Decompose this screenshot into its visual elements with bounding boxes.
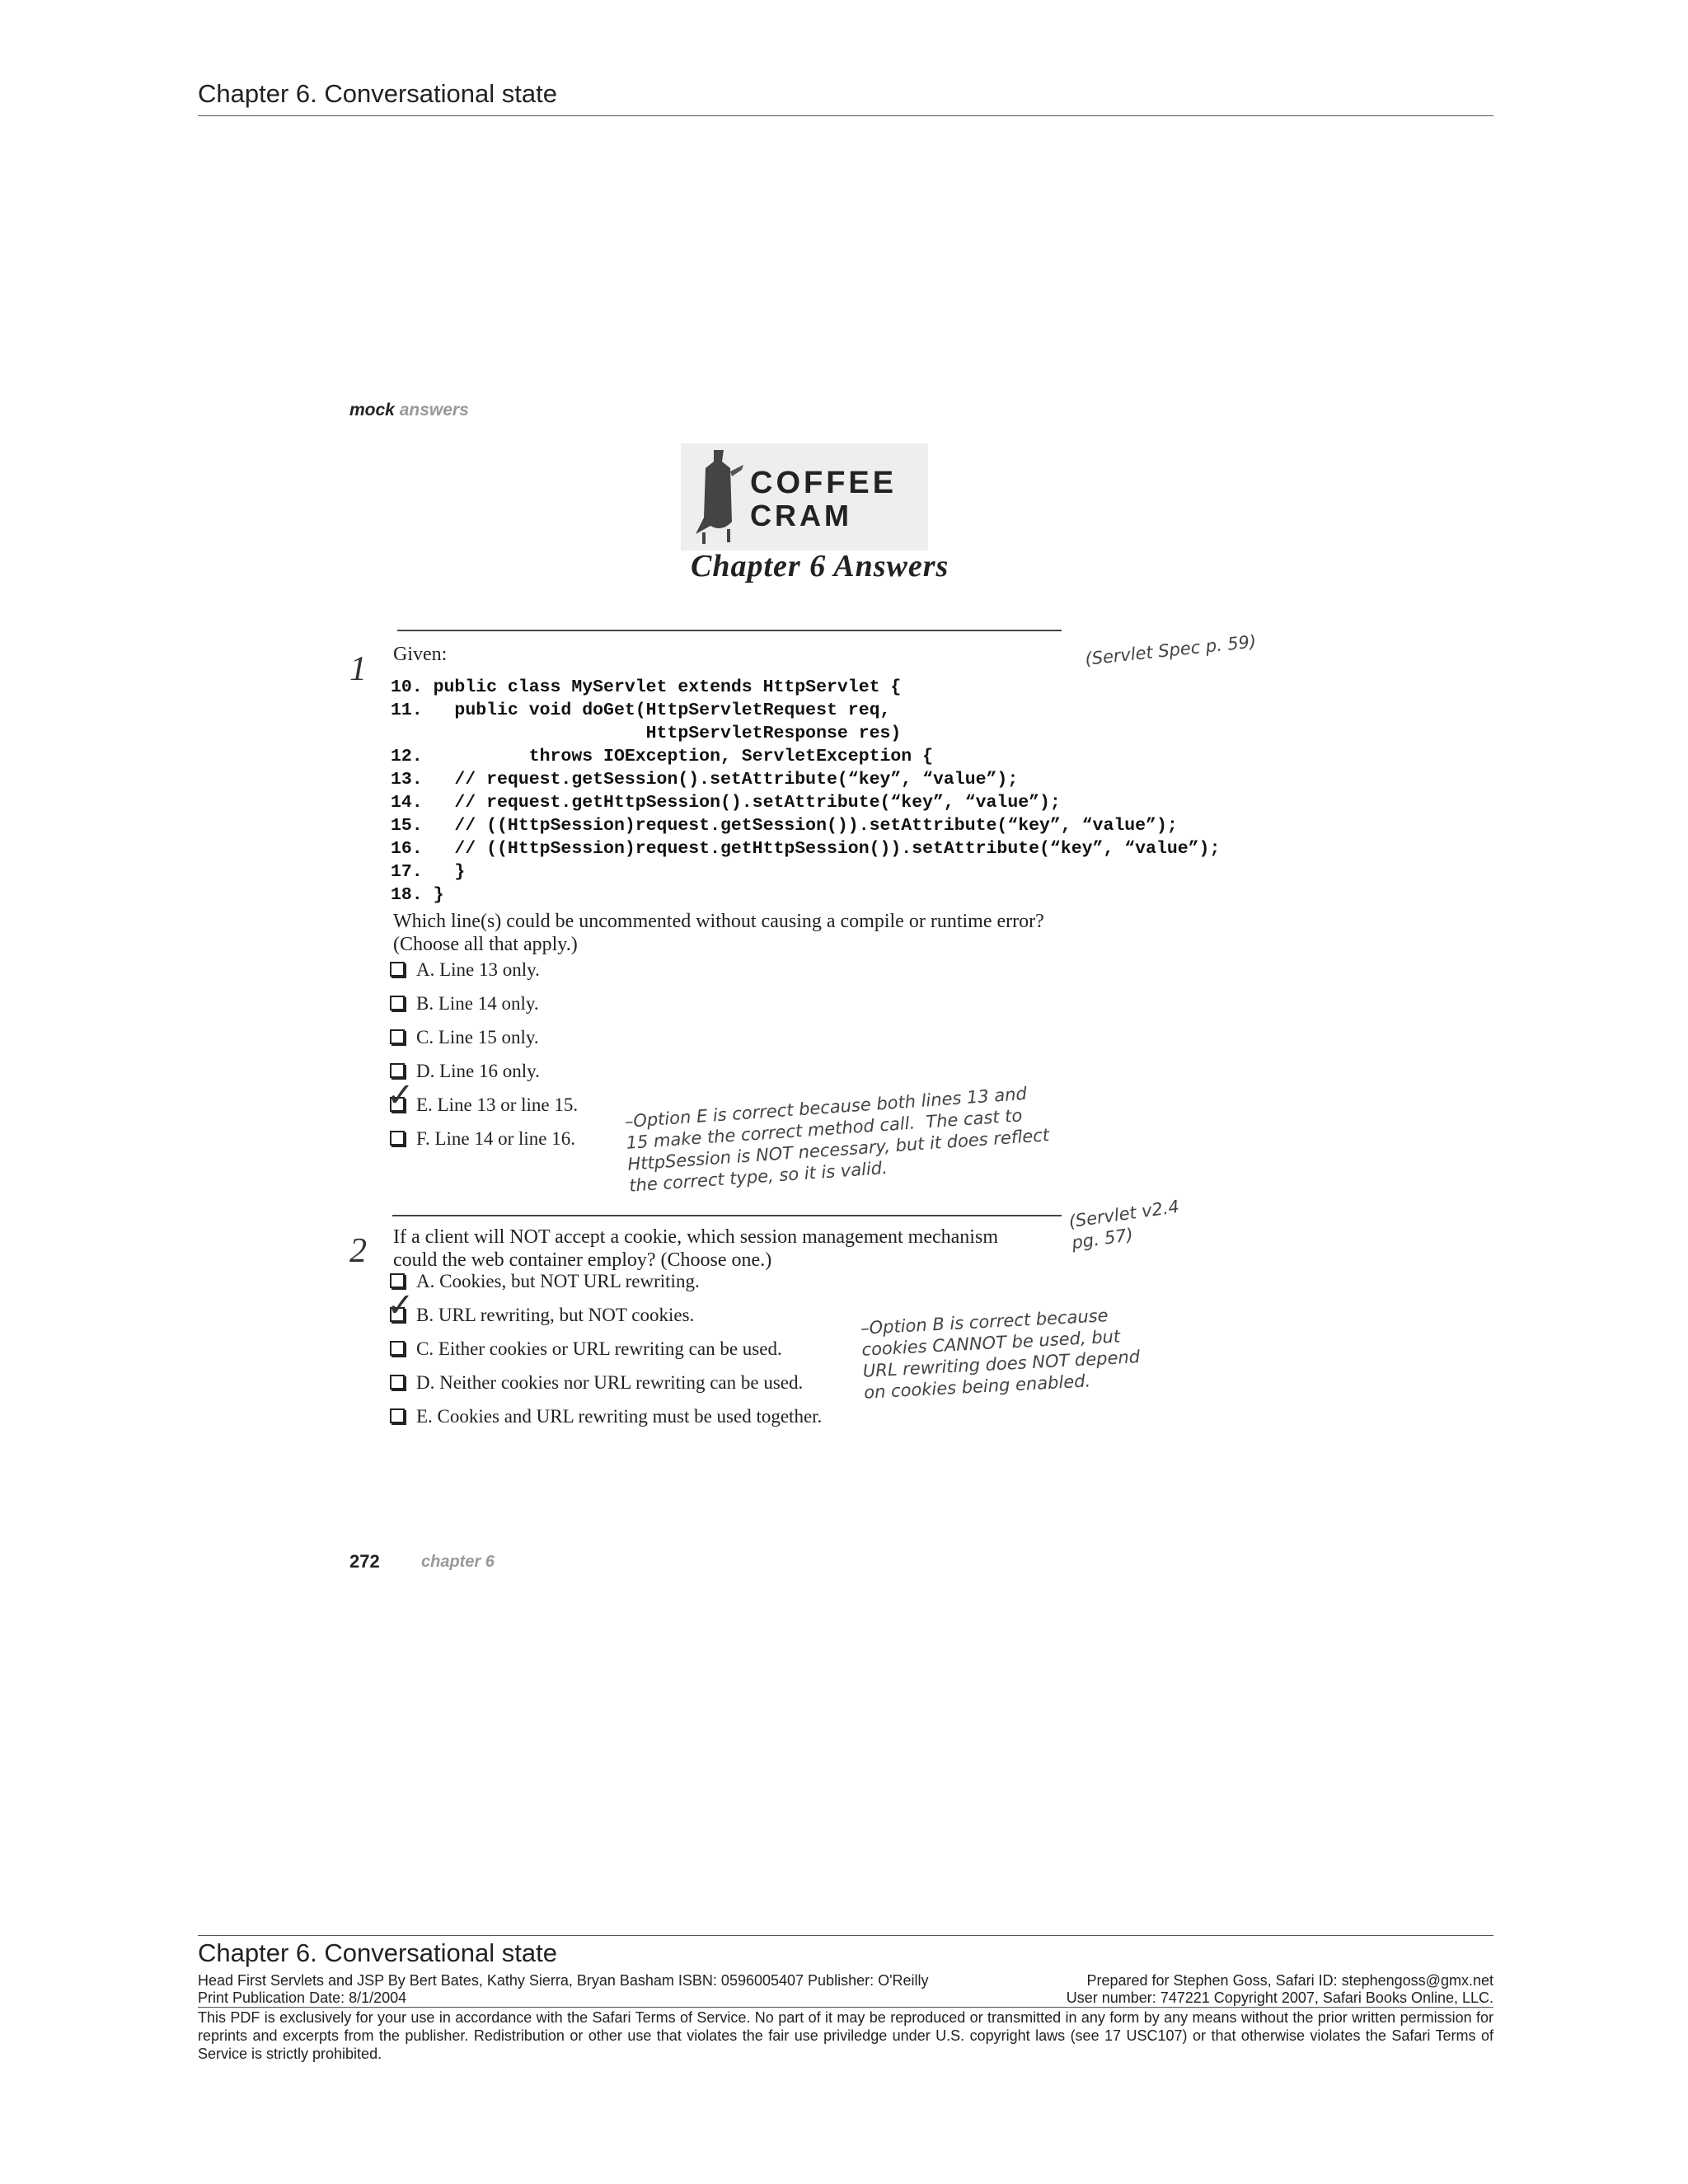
q2-option-c[interactable]: [390, 1338, 782, 1360]
q1-option-a[interactable]: [390, 959, 540, 981]
checkbox[interactable]: [390, 1131, 405, 1146]
option-label: E. Cookies and URL rewriting must be used together.: [416, 1406, 823, 1427]
header-divider: [198, 115, 1493, 116]
option-label: A. Line 13 only.: [416, 959, 540, 980]
code-line: 17. }: [391, 862, 466, 882]
option-label: D. Neither cookies nor URL rewriting can be used.: [416, 1372, 804, 1393]
footer-book-info: Head First Servlets and JSP By Bert Bates, Kathy Sierra, Bryan Basham ISBN: 0596005407 Publisher: O'Reilly: [198, 1972, 929, 1989]
footer-prepared-for: Prepared for Stephen Goss, Safari ID: stephengoss@gmx.net: [1086, 1972, 1493, 1989]
question2-reference-note: (Servlet v2.4 pg. 57): [1067, 1196, 1181, 1254]
footer-notice: This PDF is exclusively for your use in accordance with the Safari Terms of Service. No part of it may be reproduced or transmitted in any form by any means without the prior written permission for reprints and excerpts from the publisher. Redistribution or other use that violates the fair use priviledge under U.S. copyright laws (see 17 USC107) or that otherwise violates the Safari Terms of Service is strictly prohibited.: [198, 2009, 1493, 2062]
code-line: 10. public class MyServlet extends HttpServlet {: [391, 677, 902, 697]
section-label-light: answers: [399, 401, 469, 419]
question1-answer-note: –Option E is correct because both lines 13 and 15 make the correct method call. The cast to HttpSession is NOT necessary, but it does reflect the correct type, so it is valid.: [624, 1083, 1050, 1196]
q1-option-e[interactable]: [387, 1076, 579, 1116]
question2-text-line2: could the web container employ? (Choose one.): [393, 1249, 772, 1271]
page-number: 272: [349, 1551, 380, 1572]
question1-text: [393, 910, 1044, 956]
code-line: 16. // ((HttpSession)request.getHttpSession()).setAttribute(“key”, “value”);: [391, 839, 1221, 859]
question1-given: Given:: [393, 644, 448, 665]
question1-code-block: [391, 676, 1220, 907]
section-label-bold: mock: [349, 401, 395, 419]
code-line: 13. // request.getSession().setAttribute(“key”, “value”);: [391, 770, 1019, 790]
footer-user-number: User number: 747221 Copyright 2007, Safari Books Online, LLC.: [1066, 1990, 1493, 2006]
option-label: A. Cookies, but NOT URL rewriting.: [416, 1271, 700, 1291]
option-label: D. Line 16 only.: [416, 1061, 540, 1081]
q1-option-c[interactable]: [390, 1027, 539, 1048]
checkbox[interactable]: [390, 996, 405, 1010]
code-line: 18. }: [391, 885, 444, 905]
question2-number: 2: [349, 1232, 367, 1270]
option-label: B. Line 14 only.: [416, 993, 539, 1014]
option-label: C. Line 15 only.: [416, 1027, 539, 1047]
option-label: E. Line 13 or line 15.: [416, 1094, 579, 1115]
code-line: 14. // request.getHttpSession().setAttribute(“key”, “value”);: [391, 793, 1061, 813]
checkbox[interactable]: [390, 1029, 405, 1044]
footer-publication-date: Print Publication Date: 8/1/2004: [198, 1990, 407, 2006]
question1-number: 1: [349, 650, 367, 688]
code-line: 11. public void doGet(HttpServletRequest req,: [391, 701, 891, 720]
checkbox[interactable]: [390, 1341, 405, 1356]
question2-answer-note: –Option B is correct because cookies CANNOT be used, but URL rewriting does NOT depend on cookies being enabled.: [860, 1305, 1141, 1403]
question1-text-line2: (Choose all that apply.): [393, 934, 578, 955]
running-header-title: Chapter 6. Conversational state: [198, 79, 557, 108]
option-label: C. Either cookies or URL rewriting can be used.: [416, 1338, 782, 1359]
coffee-cram-logo: [681, 443, 928, 551]
checkbox[interactable]: [390, 1408, 405, 1423]
question1-reference-note: (Servlet Spec p. 59): [1084, 631, 1258, 669]
checkmark-icon: ✓: [387, 1286, 415, 1324]
q2-option-e[interactable]: [390, 1406, 822, 1427]
code-line: 15. // ((HttpSession)request.getSession()).setAttribute(“key”, “value”);: [391, 816, 1178, 836]
q2-option-b[interactable]: [387, 1286, 695, 1326]
q1-option-f[interactable]: [390, 1128, 575, 1150]
footer-divider-2: [198, 2007, 1493, 2008]
q2-option-d[interactable]: [390, 1372, 803, 1394]
footer-divider: [198, 1935, 1493, 1936]
logo-caption: Chapter 6 Answers: [691, 549, 950, 583]
footer-title: Chapter 6. Conversational state: [198, 1938, 557, 1967]
question1-divider: [397, 630, 1062, 631]
code-line: 12. throws IOException, ServletException {: [391, 747, 934, 766]
code-line: HttpServletResponse res): [391, 724, 902, 743]
question2-text-line1: If a client will NOT accept a cookie, which session management mechanism: [393, 1226, 998, 1248]
q2-option-a[interactable]: [390, 1271, 700, 1292]
question1-text-line1: Which line(s) could be uncommented without causing a compile or runtime error?: [393, 911, 1044, 932]
checkbox[interactable]: [390, 962, 405, 977]
section-label: [349, 401, 469, 420]
option-label: B. URL rewriting, but NOT cookies.: [416, 1305, 695, 1325]
page-chapter-label: chapter 6: [421, 1553, 495, 1571]
logo-line2: CRAM: [750, 499, 852, 532]
checkmark-icon: ✓: [387, 1076, 415, 1114]
logo-line1: COFFEE: [750, 466, 898, 500]
question2-divider: [392, 1215, 1062, 1216]
question2-text: [393, 1226, 998, 1272]
checkbox[interactable]: [390, 1375, 405, 1390]
q1-option-b[interactable]: [390, 993, 539, 1015]
option-label: F. Line 14 or line 16.: [416, 1128, 575, 1149]
